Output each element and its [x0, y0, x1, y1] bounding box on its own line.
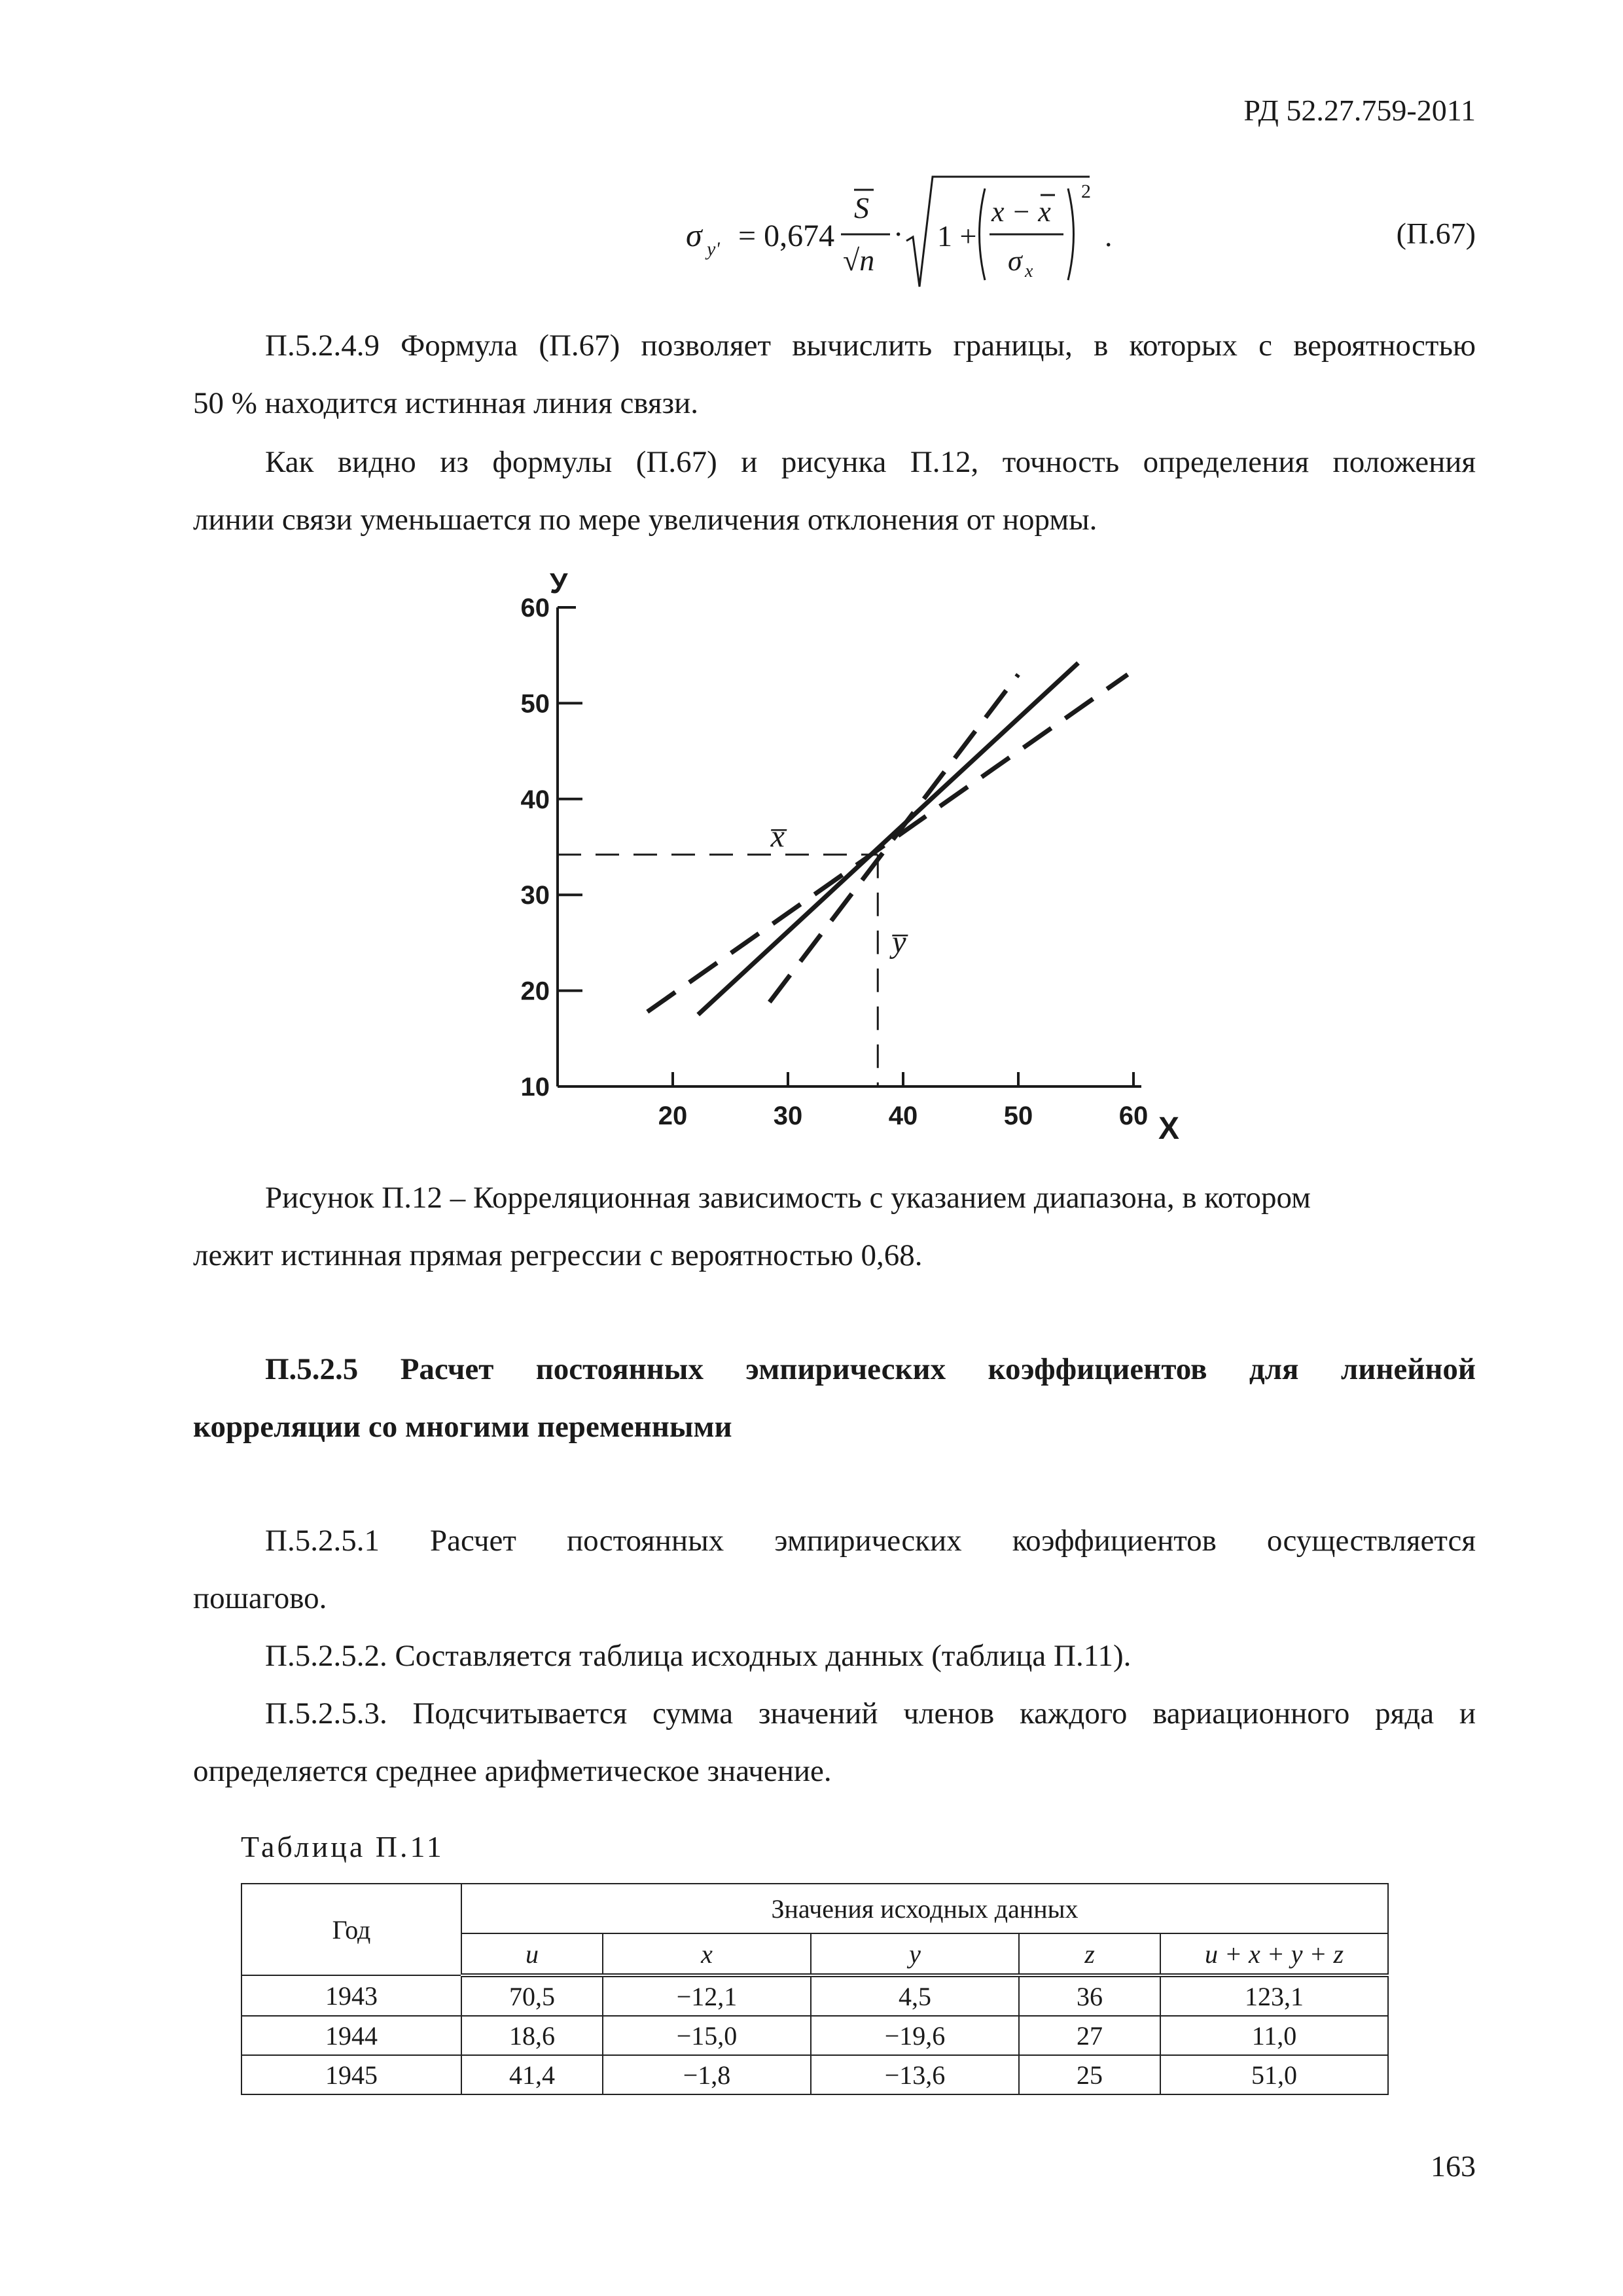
paragraph-2-line-2: линии связи уменьшается по мере увеличения отклонения от нормы.: [193, 503, 1097, 537]
y-axis-label: У: [550, 569, 568, 600]
x-axis-label: Х: [1158, 1111, 1180, 1146]
x-tick-label: 40: [888, 1102, 918, 1130]
step-1-line-1: П.5.2.5.1 Расчет постоянных эмпирических коэффициентов осуществляется: [265, 1524, 1476, 1558]
paragraph-1-line-1: П.5.2.4.9 Формула (П.67) позволяет вычислить границы, в которых с вероятностью: [265, 329, 1476, 363]
formula-one-plus: 1 +: [937, 219, 977, 253]
y-tick-label: 20: [520, 977, 550, 1006]
table-cell: 123,1: [1160, 1975, 1388, 2016]
group-header: Значения исходных данных: [461, 1884, 1388, 1933]
step-2: П.5.2.5.2. Составляется таблица исходных данных (таблица П.11).: [265, 1639, 1132, 1673]
x-tick-label: 50: [1003, 1102, 1033, 1130]
table-cell: 11,0: [1160, 2016, 1388, 2055]
step-1-line-2: пошагово.: [193, 1581, 327, 1615]
column-header-z: z: [1019, 1933, 1160, 1975]
y-mean-label: y̅: [892, 925, 906, 960]
column-header-sum: u + x + y + z: [1160, 1933, 1388, 1975]
document-code: РД 52.27.759-2011: [1243, 94, 1476, 127]
year-header: Год: [241, 1884, 461, 1975]
table-row: [241, 2016, 1388, 2055]
source-data-table: [241, 1883, 1389, 2095]
table-cell: 4,5: [811, 1975, 1019, 2016]
table-cell: −1,8: [603, 2055, 811, 2094]
y-tick-label: 60: [520, 594, 550, 622]
table-cell: 1944: [241, 2016, 461, 2055]
step-3-line-1: П.5.2.5.3. Подсчитывается сумма значений членов каждого вариационного ряда и: [265, 1696, 1476, 1731]
table-cell: 70,5: [461, 1975, 603, 2016]
formula-coefficient: = 0,674: [738, 219, 835, 253]
formula-power: 2: [1081, 181, 1091, 202]
formula-s-bar: S: [854, 191, 869, 224]
table-cell: 1945: [241, 2055, 461, 2094]
section-heading-line-1: П.5.2.5 Расчет постоянных эмпирических коэффициентов для линейной: [265, 1352, 1476, 1386]
y-tick-label: 30: [520, 881, 550, 910]
x-tick-label: 20: [658, 1102, 688, 1130]
table-cell: 25: [1019, 2055, 1160, 2094]
paragraph-2-line-1: Как видно из формулы (П.67) и рисунка П.12, точность определения положения: [265, 445, 1476, 479]
y-tick-label: 40: [520, 785, 550, 814]
formula-period: .: [1105, 219, 1113, 253]
formula-sqrt-n: √n: [843, 243, 875, 277]
column-header-u: u: [461, 1933, 603, 1975]
series-line-lower-bound: [647, 674, 1128, 1011]
y-tick-label: 10: [520, 1073, 550, 1102]
table-title: Таблица П.11: [241, 1830, 444, 1863]
correlation-chart: [471, 569, 1204, 1158]
formula-sigma: σ: [686, 217, 702, 253]
x-mean-label: x̅: [770, 819, 785, 854]
x-tick-label: 60: [1118, 1102, 1149, 1130]
table-cell: −19,6: [811, 2016, 1019, 2055]
table-cell: 27: [1019, 2016, 1160, 2055]
section-heading-line-2: корреляции со многими переменными: [193, 1410, 732, 1444]
formula-sigma-x: σ: [1008, 245, 1022, 277]
table-cell: −12,1: [603, 1975, 811, 2016]
page-number: 163: [1431, 2149, 1476, 2183]
step-3-line-2: определяется среднее арифметическое значение.: [193, 1754, 832, 1788]
table-cell: 41,4: [461, 2055, 603, 2094]
table-row: [241, 2055, 1388, 2094]
table-row: [241, 1975, 1388, 2016]
column-header-x: x: [603, 1933, 811, 1975]
formula-sigma-x-sub: x: [1025, 261, 1033, 281]
y-tick-label: 50: [520, 689, 550, 719]
formula-dot: ·: [893, 217, 904, 251]
formula-p67: [0, 169, 1623, 293]
column-header-y: y: [811, 1933, 1019, 1975]
formula-sigma-sub: y': [707, 238, 720, 260]
table-cell: 18,6: [461, 2016, 603, 2055]
x-tick-label: 30: [773, 1102, 803, 1130]
table-cell: −13,6: [811, 2055, 1019, 2094]
formula-number: (П.67): [1396, 217, 1476, 250]
paragraph-1-line-2: 50 % находится истинная линия связи.: [193, 386, 698, 420]
figure-caption-line-1: Рисунок П.12 – Корреляционная зависимость с указанием диапазона, в котором: [265, 1181, 1311, 1215]
table-cell: 1943: [241, 1975, 461, 2016]
table-cell: 51,0: [1160, 2055, 1388, 2094]
figure-caption-line-2: лежит истинная прямая регрессии с вероятностью 0,68.: [193, 1238, 923, 1272]
table-cell: −15,0: [603, 2016, 811, 2055]
table-cell: 36: [1019, 1975, 1160, 2016]
formula-x-minus-xbar: x − x: [991, 196, 1051, 228]
series-line-regression: [698, 663, 1079, 1014]
